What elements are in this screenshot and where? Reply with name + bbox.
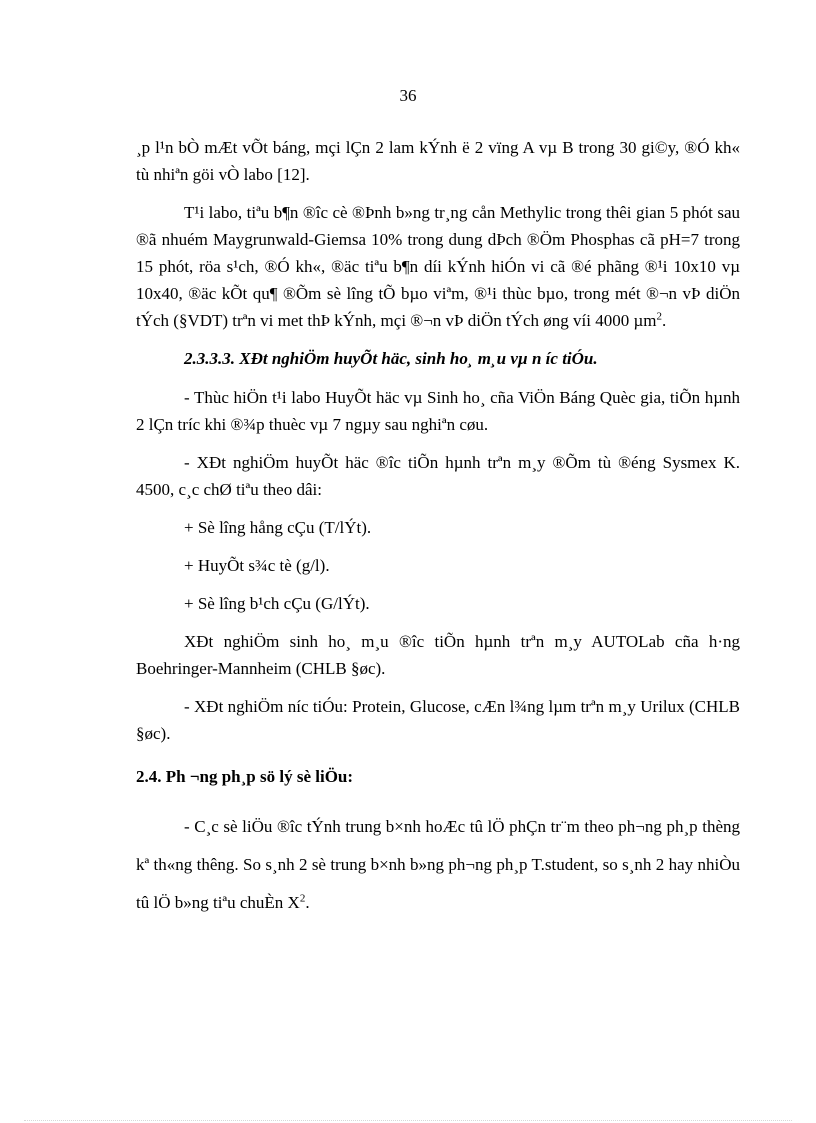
paragraph-labo-procedure: [136, 199, 740, 334]
paragraph-hematology-location: - Thùc hiÖn t¹i labo HuyÕt häc vµ Sinh ho¸ cña ViÖn Báng Quèc gia, tiÕn hµnh 2 lÇn tríc khi ®¾p thuèc vµ 7 ngµy sau nghiªn cøu.: [136, 388, 740, 434]
list-item-white-cells: + Sè lîng b¹ch cÇu (G/lÝt).: [184, 594, 370, 613]
body-text: [136, 134, 740, 933]
list-item-red-cells: + Sè lîng hång cÇu (T/lÝt).: [184, 518, 372, 537]
paragraph-hematology-machine: - XÐt nghiÖm huyÕt häc ®îc tiÕn hµnh trªn m¸y ®Õm tù ®éng Sysmex K. 4500, c¸c chØ tiªu theo dâi:: [136, 453, 740, 499]
paragraph-biochemistry: XÐt nghiÖm sinh ho¸ m¸u ®îc tiÕn hµnh trªn m¸y AUTOLab cña h·ng Boehringer-Mannheim (CHLB §øc).: [136, 632, 740, 678]
paragraph-end: .: [662, 311, 667, 330]
page-bottom-rule: [24, 1120, 792, 1121]
paragraph-text: T¹i labo, tiªu b¶n ®îc cè ®Þnh b»ng tr¸ng cån Methylic trong thêi gian 5 phót sau ®ã nhuém Maygrunwald-Giemsa 10% trong dung dÞch ®Öm Phosphas cã pH=7 trong 15 phót, röa s¹ch, ®Ó kh«, ®äc tiªu b¶n díi kÝnh hiÓn vi cã ®é phãng ®¹i 10x10 vµ 10x40, ®äc kÕt qu¶ ®Õm sè lîng tÕ bµo viªm, ®¹i thùc bµo, trong mét ®¬n vÞ diÖn tÝch (§VDT) trªn vi met thÞ kÝnh, mçi ®¬n vÞ diÖn tÝch øng víi 4000 µm: [136, 203, 740, 330]
section-heading-2-3-3-3: 2.3.3.3. XÐt nghiÖm huyÕt häc, sinh ho¸ m¸u vµ n íc tiÓu.: [184, 349, 598, 368]
paragraph-statistics: [136, 808, 740, 922]
section-heading-2-4: 2.4. Ph ¬ng ph¸p sö lý sè liÖu:: [136, 767, 354, 786]
paragraph-text: - C¸c sè liÖu ®îc tÝnh trung b×nh hoÆc tû lÖ phÇn tr¨m theo ph¬ng ph¸p thèng kª th«ng thêng. So s¸nh 2 sè trung b×nh b»ng ph¬ng ph¸p T.student, so s¸nh 2 hay nhiÒu tû lÖ b»ng tiªu chuÈn X: [136, 817, 740, 912]
superscript: 2: [656, 310, 663, 323]
page-number: 36: [399, 86, 417, 105]
paragraph-continuation: ¸p l¹n bÒ mÆt vÕt báng, mçi lÇn 2 lam kÝnh ë 2 vïng A vµ B trong 30 gi©y, ®Ó kh« tù nhiªn göi vÒ labo [12].: [136, 138, 740, 184]
paragraph-urine-test: - XÐt nghiÖm níc tiÓu: Protein, Glucose, cÆn l¾ng lµm trªn m¸y Urilux (CHLB §øc).: [136, 697, 740, 743]
superscript: 2: [299, 892, 306, 905]
list-item-hemoglobin: + HuyÕt s¾c tè (g/l).: [184, 556, 330, 575]
paragraph-end: .: [305, 893, 310, 912]
